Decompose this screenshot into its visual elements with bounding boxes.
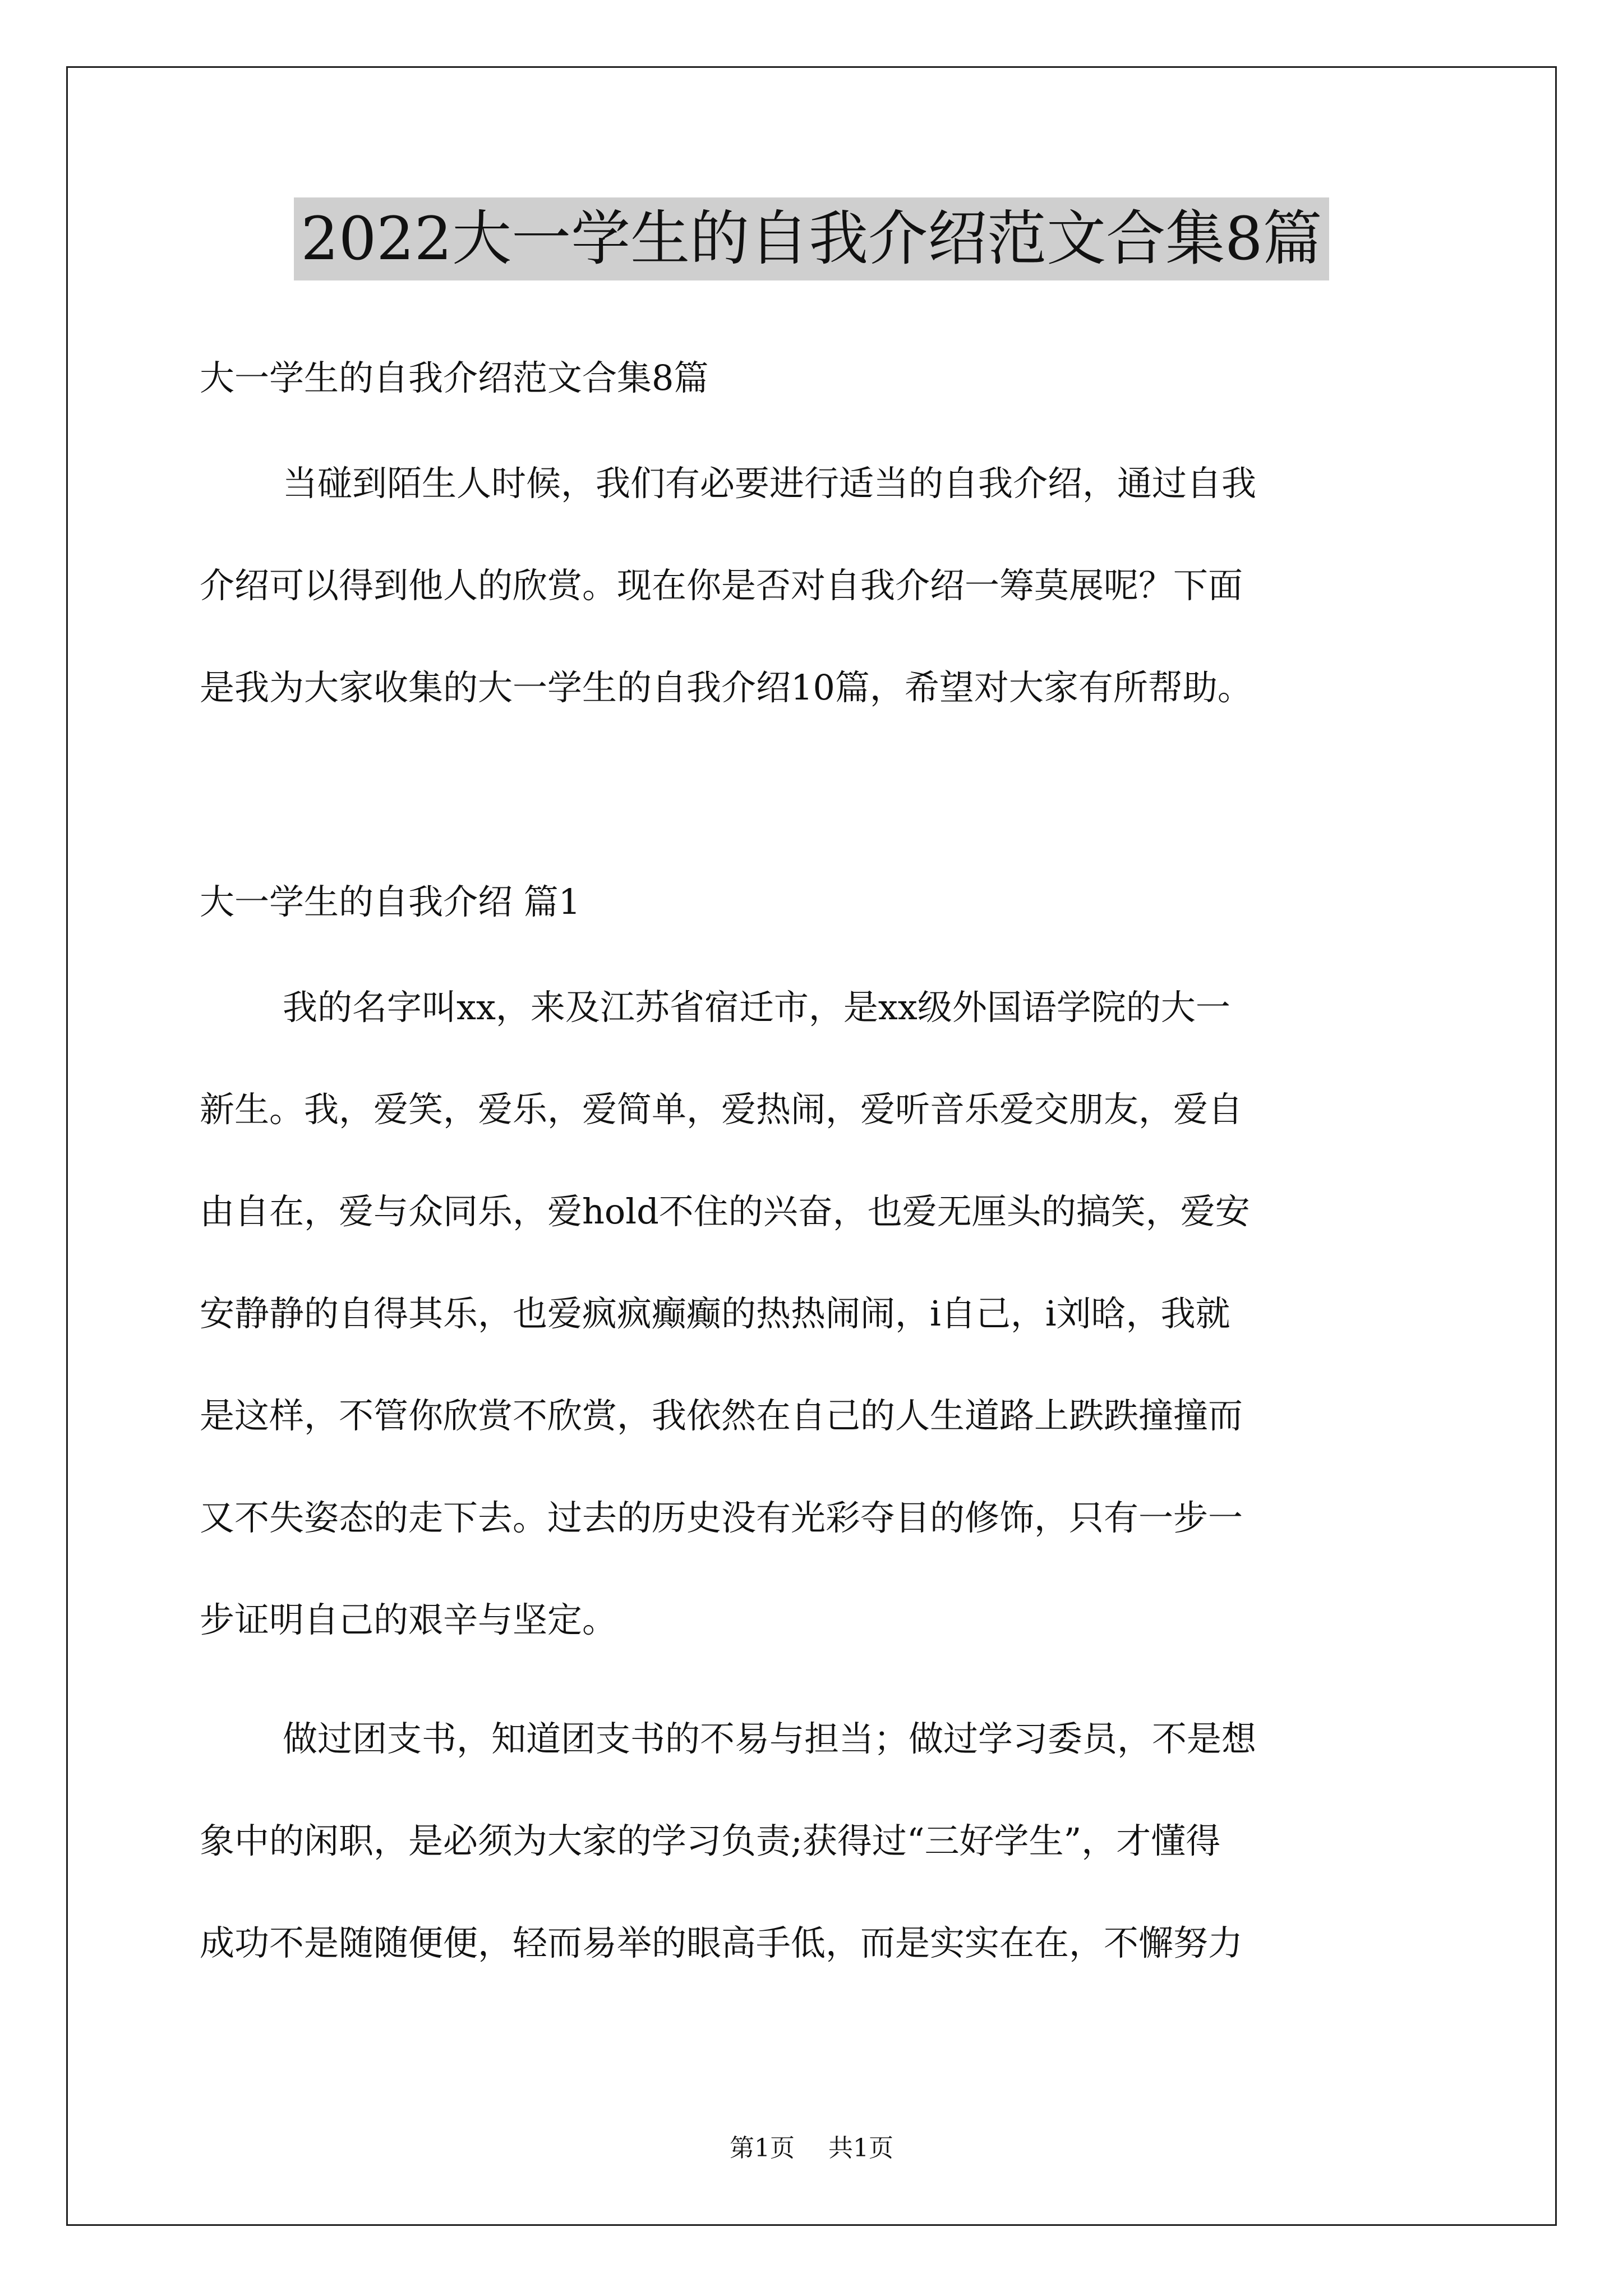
paragraph-line: 又不失姿态的走下去。过去的历史没有光彩夺目的修饰，只有一步一	[200, 1497, 1243, 1538]
page-total: 共1页	[828, 2134, 893, 2162]
paragraph-line: 新生。我，爱笑，爱乐，爱简单，爱热闹，爱听音乐爱交朋友，爱自	[200, 1089, 1243, 1130]
paragraph-line: 做过团支书，知道团支书的不易与担当；做过学习委员，不是想	[283, 1718, 1257, 1759]
paragraph-line: 我的名字叫xx，来及江苏省宿迁市，是xx级外国语学院的大一	[283, 987, 1230, 1028]
page-number: 第1页	[730, 2134, 795, 2162]
title-container	[0, 197, 1623, 280]
intro-line: 是我为大家收集的大一学生的自我介绍10篇，希望对大家有所帮助。	[200, 667, 1252, 708]
intro-line: 介绍可以得到他人的欣赏。现在你是否对自我介绍一筹莫展呢？下面	[200, 565, 1243, 606]
paragraph-line: 象中的闲职，是必须为大家的学习负责;获得过“三好学生”，才懂得	[200, 1820, 1221, 1861]
paragraph-line: 由自在，爱与众同乐，爱hold不住的兴奋，也爱无厘头的搞笑，爱安	[200, 1191, 1250, 1232]
paragraph-line: 成功不是随随便便，轻而易举的眼高手低，而是实实在在，不懈努力	[200, 1922, 1243, 1963]
section-heading: 大一学生的自我介绍 篇1	[200, 881, 581, 922]
document-title: 2022大一学生的自我介绍范文合集8篇	[294, 197, 1329, 280]
page-footer	[0, 2132, 1623, 2165]
intro-line: 当碰到陌生人时候，我们有必要进行适当的自我介绍，通过自我	[283, 463, 1257, 504]
document-subtitle: 大一学生的自我介绍范文合集8篇	[200, 357, 709, 398]
paragraph-line: 是这样，不管你欣赏不欣赏，我依然在自己的人生道路上跌跌撞撞而	[200, 1395, 1243, 1436]
paragraph-line: 安静静的自得其乐，也爱疯疯癫癫的热热闹闹，i自己，i刘晗，我就	[200, 1293, 1230, 1334]
paragraph-line: 步证明自己的艰辛与坚定。	[200, 1599, 617, 1640]
